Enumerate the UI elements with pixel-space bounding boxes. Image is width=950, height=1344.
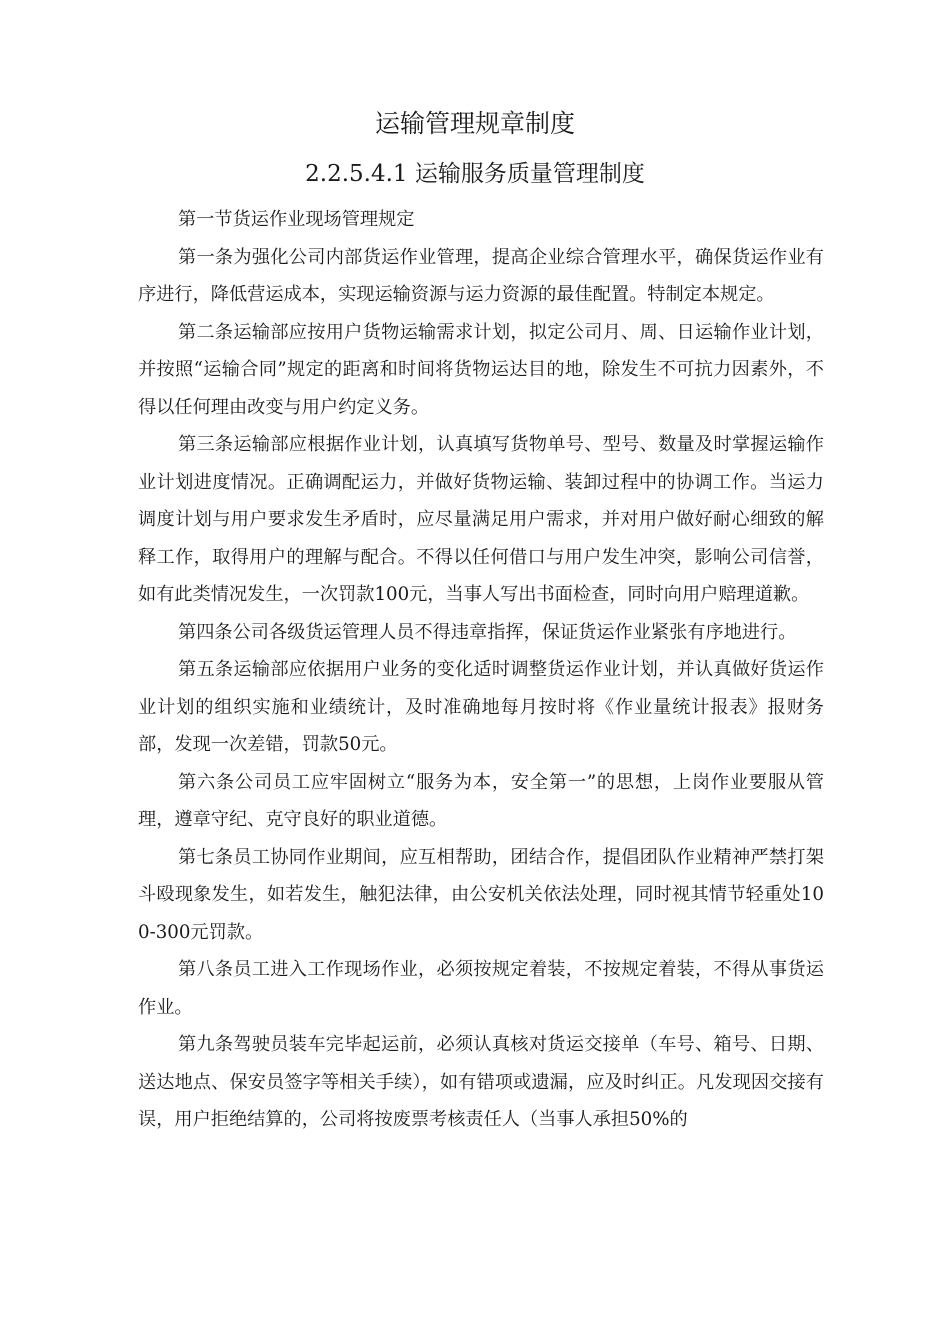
article-6: 第六条公司员工应牢固树立“服务为本，安全第一”的思想，上岗作业要服从管理，遵章守纪、克守良好的职业道德。 [138, 771, 824, 830]
document-title: 运输管理规章制度 [374, 109, 575, 138]
article-2: 第二条运输部应按用户货物运输需求计划，拟定公司月、周、日运输作业计划，并按照“运输合同”规定的距离和时间将货物运达目的地，除发生不可抗力因素外，不得以任何理由改变与用户约定义务。 [138, 321, 824, 418]
article-8: 第八条员工进入工作现场作业，必须按规定着装，不按规定着装，不得从事货运作业。 [138, 959, 824, 1018]
section-heading: 第一节货运作业现场管理规定 [178, 209, 415, 230]
article-7: 第七条员工协同作业期间，应互相帮助，团结合作，提倡团队作业精神严禁打架斗殴现象发生，如若发生，触犯法律，由公安机关依法处理，同时视其情节轻重处100-300元罚款。 [138, 846, 824, 943]
article-4: 第四条公司各级货运管理人员不得违章指挥，保证货运作业紧张有序地进行。 [178, 621, 797, 643]
section-subtitle: 2.2.5.4.1 运输服务质量管理制度 [305, 161, 645, 187]
article-3: 第三条运输部应根据作业计划，认真填写货物单号、型号、数量及时掌握运输作业计划进度情况。正确调配运力，并做好货物运输、装卸过程中的协调工作。当运力调度计划与用户要求发生矛盾时，应尽量满足用户需求，并对用户做好耐心细致的解释工作，取得用户的理解与配合。不得以任何借口与用户发生冲突，影响公司信誉，如有此类情况发生，一次罚款100元，当事人写出书面检查，同时向用户赔理道歉。 [138, 434, 824, 605]
article-5: 第五条运输部应依据用户业务的变化适时调整货运作业计划，并认真做好货运作业计划的组织实施和业绩统计，及时准确地每月按时将《作业量统计报表》报财务部，发现一次差错，罚款50元。 [138, 659, 824, 755]
article-1: 第一条为强化公司内部货运作业管理，提高企业综合管理水平，确保货运作业有序进行，降低营运成本，实现运输资源与运力资源的最佳配置。特制定本规定。 [138, 246, 824, 305]
document-body [138, 201, 824, 1139]
article-9: 第九条驾驶员装车完毕起运前，必须认真核对货运交接单（车号、箱号、日期、送达地点、保安员签字等相关手续），如有错项或遗漏，应及时纠正。凡发现因交接有误，用户拒绝结算的，公司将按废票考核责任人（当事人承担50%的 [138, 1034, 824, 1130]
